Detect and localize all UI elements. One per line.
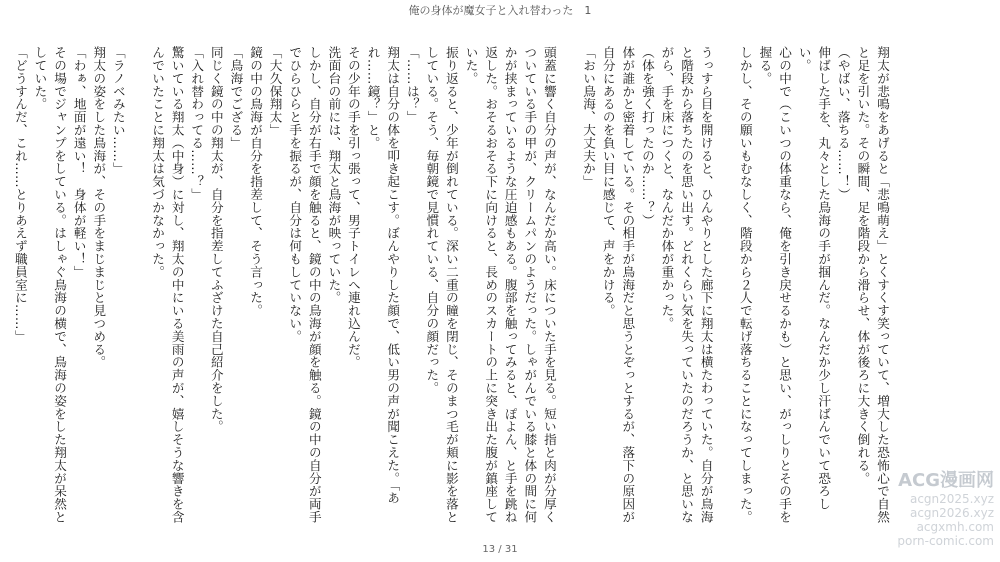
watermark (864, 470, 994, 556)
document-title: 俺の身体が魔女子と入れ替わった 1 (408, 4, 592, 17)
paragraph: （やばい、落ちる……！） (835, 46, 851, 201)
watermark-logo: ACG漫画网 (898, 470, 994, 491)
paragraph: 同じく鏡の中の翔太が、自分を指差してふざけた自己紹介をした。 (208, 46, 224, 433)
paragraph: 翔太は自分の体を叩き起こす。ぼんやりした顔で、低い男の声が聞こえた。「あれ……鏡？」と。 (365, 46, 401, 505)
paragraph: 「入れ替わってる……？」 (189, 46, 205, 201)
paragraph: 翔太の姿をした鳥海が、その手をまじまじと見つめる。 (91, 46, 107, 369)
document-body (12, 46, 892, 536)
paragraph: 心の中で（こいつの体重なら、俺を引き戻せるかも）と思い、がっしりとその手を握る。 (757, 46, 793, 524)
blank-line (716, 46, 736, 536)
watermark-line: acgn2025.xyz (909, 492, 994, 506)
paragraph: その場でジャンプをしている。はしゃぐ鳥海の横で、鳥海の姿をした翔太が呆然としていた。 (32, 46, 68, 524)
page-number-label: 13 / 31 (482, 544, 518, 555)
paragraph: しかし、自分が右手で顔を触ると、鏡の中の鳥海が顔を触る。鏡の中の自分が両手でひらひらと手を振るが、自分は何もしていない。 (287, 46, 322, 524)
watermark-line: acgn2026.xyz (909, 506, 994, 520)
watermark-line: porn-comic.com (897, 534, 994, 548)
paragraph: 「おい鳥海、大丈夫か」 (581, 46, 597, 188)
page-header (0, 0, 1000, 22)
paragraph: 驚いている翔太（中身）に対し、翔太の中にいる美雨の声が、嬉しそうな響きを含んでいたことに翔太は気づかなかった。 (150, 46, 185, 524)
paragraph: 「大久保翔太」 (267, 46, 283, 137)
paragraph: 頭蓋に響く自分の声が、なんだか高い。床についた手を見る。短い指と肉が分厚くついている手の甲が、クリームパンのようだった。しゃがんでいる膝と体の間に何かが挟まっているような圧迫感もある。腹部を触ってみると、ぽよん、と手を跳ね返した。おそるおそる下に向けると、長めのスカートの上に突き出た腹が鎮座していた。 (463, 46, 557, 524)
paragraph: うっすら目を開けると、ひんやりとした廊下に翔太は横たわっていた。自分が鳥海と階段から落ちたのを思い出す。どれくらい気を失っていたのだろうか、と思いながら、手を床につくと、なんだか体が重かった。 (659, 46, 714, 524)
paragraph: 「わぁ、地面が遠い！ 身体が軽い！」 (71, 46, 87, 279)
paragraph: （体を強く打ったのか……？） (639, 46, 655, 227)
page-number (0, 544, 1000, 555)
paragraph: しかし、その願いもむなしく、階段から２人で転げ落ちることになってしまった。 (737, 46, 753, 524)
paragraph: 「どうすんだ、これ……とりあえず職員室に……」 (12, 46, 28, 343)
blank-line (559, 46, 579, 536)
paragraph: 翔太が悲鳴をあげると「悲鳴萌え」とくすくす笑っていて、増大した恐怖心で自然と足を引いた。その瞬間、足を階段から滑らせ、体が後ろに大きく倒れる。 (855, 46, 890, 524)
paragraph: 「ラノベみたい……」 (110, 46, 126, 175)
paragraph: 鏡の中の鳥海が自分を指差して、そう言った。 (248, 46, 263, 317)
paragraph: 「……は？」 (404, 46, 420, 124)
paragraph: 振り返ると、少年が倒れている。深い二重の瞳を閉じ、そのまつ毛が頬に影を落としている。そう、毎朝鏡で見慣れている、自分の顔だった。 (424, 46, 459, 524)
paragraph: 洗面台の前には、翔太と鳥海が映っていた。 (326, 46, 342, 304)
vertical-text-columns (12, 46, 892, 536)
paragraph: 伸ばした手を、丸々とした鳥海の手が掴んだ。なんだか少し汗ばんでいて恐ろしい。 (796, 46, 832, 511)
paragraph: その少年の手を引っ張って、男子トイレへ連れ込んだ。 (345, 46, 361, 369)
blank-line (128, 46, 148, 536)
paragraph: 「鳥海でござる」 (228, 46, 244, 150)
watermark-line: acgxmh.com (916, 520, 994, 534)
paragraph: 体が誰かと密着している。その相手が鳥海だと思うとぞっとするが、落下の原因が自分にあるのを負い目に感じて、声をかける。 (600, 46, 636, 524)
